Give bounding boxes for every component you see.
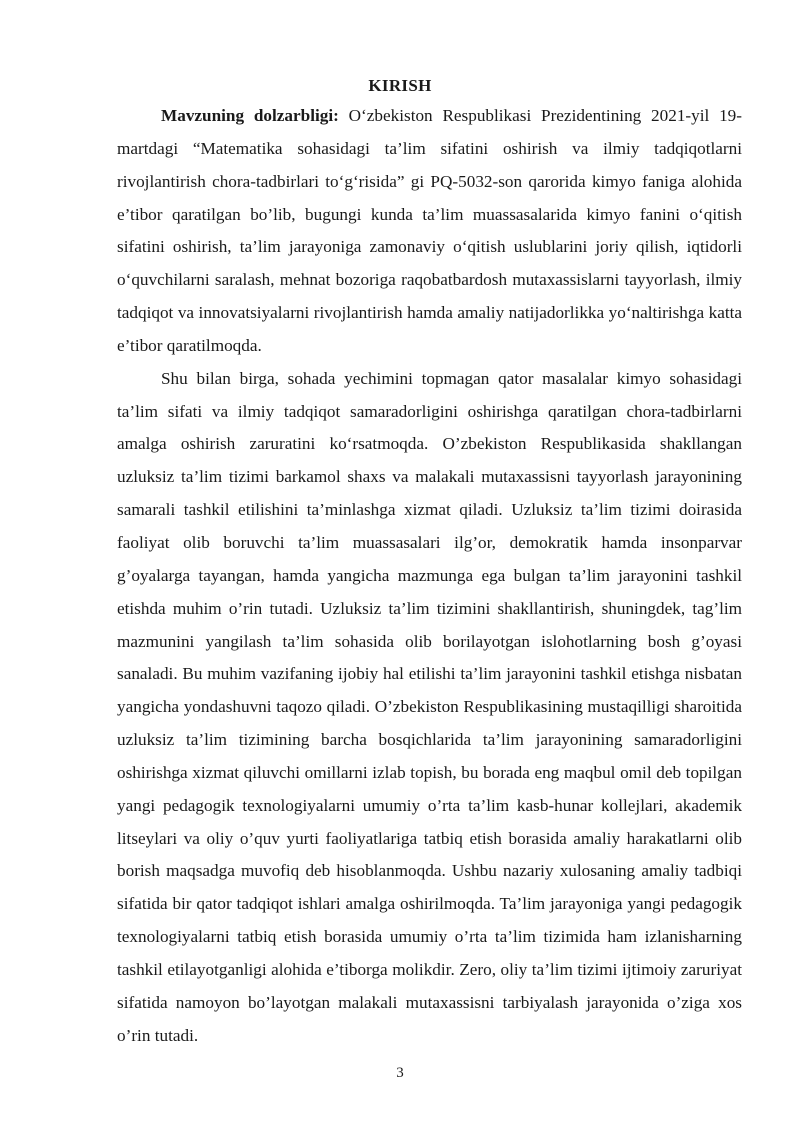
paragraph-continuous-education — [117, 363, 742, 1053]
paragraph-text: Shu bilan birga, sohada yechimini topmagan qator masalalar kimyo sohasidagi ta’lim sifati va ilmiy tadqiqot samaradorligini oshirishga qaratilgan chora-tadbirlarni amalga oshirish zaruratini ko‘rsatmoqda. O’zbekiston Respublikasida shakllangan uzluksiz ta’lim tizimi barkamol shaxs va malakali mutaxassisni tayyorlash jarayonining samarali tashkil etilishini ta’minlashga xizmat qiladi. Uzluksiz ta’lim tizimi doirasida faoliyat olib boruvchi ta’lim muassasalari ilg’or, demokratik hamda insonparvar g’oyalarga tayangan, hamda yangicha mazmunga ega bulgan ta’lim jarayonini tashkil etishda muhim o’rin tutadi. Uzluksiz ta’lim tizimini shakllantirish, shuningdek, tag’lim mazmunini yangilash ta’lim sohasida olib borilayotgan islohotlarning bosh g’oyasi sanaladi. Bu muhim vazifaning ijobiy hal etilishi ta’lim jarayonini tashkil etishga nisbatan yangicha yondashuvni taqozo qiladi. O’zbekiston Respublikasining mustaqilligi sharoitida uzluksiz ta’lim tizimining barcha bosqichlarida ta’lim jarayonining samaradorligini oshirishga xizmat qiluvchi omillarni izlab topish, bu borada eng maqbul omil deb topilgan yangi pedagogik texnologiyalarni umumiy o’rta ta’lim kasb-hunar kollejlari, akademik litseylari va oliy o’quv yurti faoliyatlariga tatbiq etish borasida amaliy harakatlarni olib borish maqsadga muvofiq deb hisoblanmoqda. Ushbu nazariy xulosaning amaliy tadbiqi sifatida bir qator tadqiqot ishlari amalga oshirilmoqda. Ta’lim jarayoniga yangi pedagogik texnologiyalarni tatbiq etish borasida umumiy o’rta ta’lim tizimida ham izlanisharning tashkil etilayotganligi alohida e’tiborga molikdir. Zero, oliy ta’lim tizimi ijtimoiy zaruriyat sifatida namoyon bo’layotgan malakali mutaxassisni tarbiyalash jarayonida o’ziga xos o’rin tutadi. — [117, 368, 742, 1045]
page-number: 3 — [396, 1065, 404, 1081]
paragraph-relevance — [117, 100, 742, 363]
page-title: KIRISH — [368, 76, 432, 95]
paragraph-lead-bold: Mavzuning dolzarbligi: — [161, 106, 339, 125]
document-body — [117, 100, 742, 1052]
paragraph-text: O‘zbekiston Respublikasi Prezidentining 2021-yil 19-martdagi “Matematika sohasidagi ta’lim sifatini oshirish va ilmiy tadqiqotlarni rivojlantirish chora-tadbirlari to‘g‘risida” gi PQ-5032-son qarorida kimyo faniga alohida e’tibor qaratilgan bo’lib, bugungi kunda ta’lim muassasalarida kimyo fanini o‘qitish sifatini oshirish, ta’lim jarayoniga zamonaviy o‘qitish uslublarini joriy qilish, iqtidorli o‘quvchilarni saralash, mehnat bozoriga raqobatbardosh mutaxassislarni tayyorlash, ilmiy tadqiqot va innovatsiyalarni rivojlantirish hamda amaliy natijadorlikka yo‘naltirishga katta e’tibor qaratilmoqda. — [117, 106, 742, 355]
